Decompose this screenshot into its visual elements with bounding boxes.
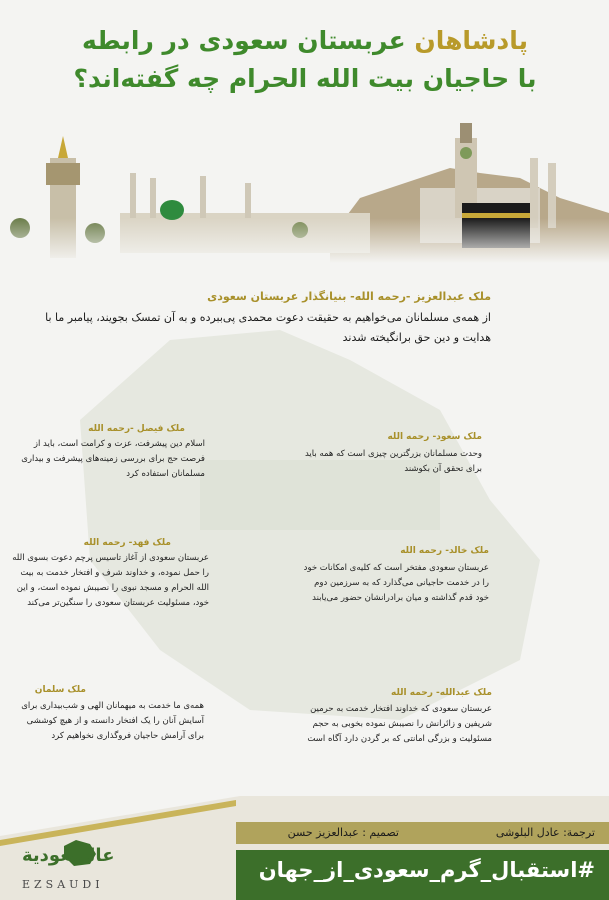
- logo-arabic: عالسعودیة: [22, 845, 115, 866]
- king-name: ملک سلمان: [34, 685, 86, 695]
- translator-credit: ترجمة: عادل البلوشی: [495, 826, 595, 839]
- holy-mosques-skyline: [0, 118, 609, 263]
- king-quote: وحدت مسلمانان بزرگترین چیزی است که همه باید برای تحقق آن بکوشند: [304, 449, 482, 474]
- king-name: ملک فیصل -رحمه الله: [88, 424, 185, 434]
- designer-credit: تصمیم : عبدالعزیز حسن: [287, 826, 399, 839]
- king-quote: اسلام دین پیشرفت، عزت و کرامت است، باید از فرصت حج برای بررسی زمینه‌های پیشرفت و بیداری مسلمانان استفاده کرد: [21, 439, 205, 479]
- title-part-a: پادشاهان: [405, 26, 529, 55]
- page-title: [40, 22, 570, 98]
- king-name: ملک عبدالله- رحمه الله: [391, 688, 492, 698]
- king-name: ملک عبدالعزیز -رحمه الله- بنیانگذار عربستان سعودی: [207, 290, 491, 303]
- king-quote: عربستان سعودی از آغاز تاسیس پرچم دعوت بسوی الله را حمل نموده، و خداوند شرف و افتخار خدمت به بیت الله الحرام و مسجد نبوی را نصیبش نموده است، و این خود، مسئولیت عربستان سعودی را سنگین‌تر می‌کند: [12, 553, 209, 608]
- king-quote: عربستان سعودی که خداوند افتخار خدمت به حرمین شریفین و زائرانش را نصیبش نموده بخوبی به حجم مسئولیت و بزرگی امانتی که بر گردن دارد آگاه است: [307, 704, 492, 744]
- title-part-c: در رابطه: [81, 26, 199, 55]
- king-name: ملک فهد- رحمه الله: [83, 538, 171, 548]
- logo-english: EZSAUDI: [22, 878, 104, 891]
- king-quote: همه‌ی ما خدمت به میهمانان الهی و شب‌بیداری برای آسایش آنان را یک افتخار دانسته و از هیچ کوششی برای آرامش حاجیان فروگذاری نخواهیم کرد: [21, 701, 204, 741]
- title-line-1: [40, 22, 570, 60]
- title-part-b: عربستان سعودی: [198, 26, 406, 55]
- hashtag[interactable]: #استقبال_گرم_سعودی_از_جهان: [258, 858, 595, 882]
- king-quote: عربستان سعودی مفتخر است که کلیه‌ی امکانات خود را در خدمت حاجیانی می‌گذارد که به سرزمین دوم خود قدم گذاشته و میان برادرانشان حضور می‌یابند: [303, 563, 489, 603]
- title-line-2: با حاجیان بیت الله الحرام چه گفته‌اند؟: [73, 64, 537, 93]
- king-name: ملک خالد- رحمه الله: [400, 546, 489, 556]
- king-quote: از همه‌ی مسلمانان می‌خواهیم به حقیقت دعوت محمدی پی‌ببرده و به آن تمسک بجویند، پیامبر ما با هدایت و دین حق برانگیخته شدند: [45, 311, 491, 344]
- king-name: ملک سعود- رحمه الله: [387, 432, 482, 442]
- saudi-map-watermark: [20, 300, 600, 740]
